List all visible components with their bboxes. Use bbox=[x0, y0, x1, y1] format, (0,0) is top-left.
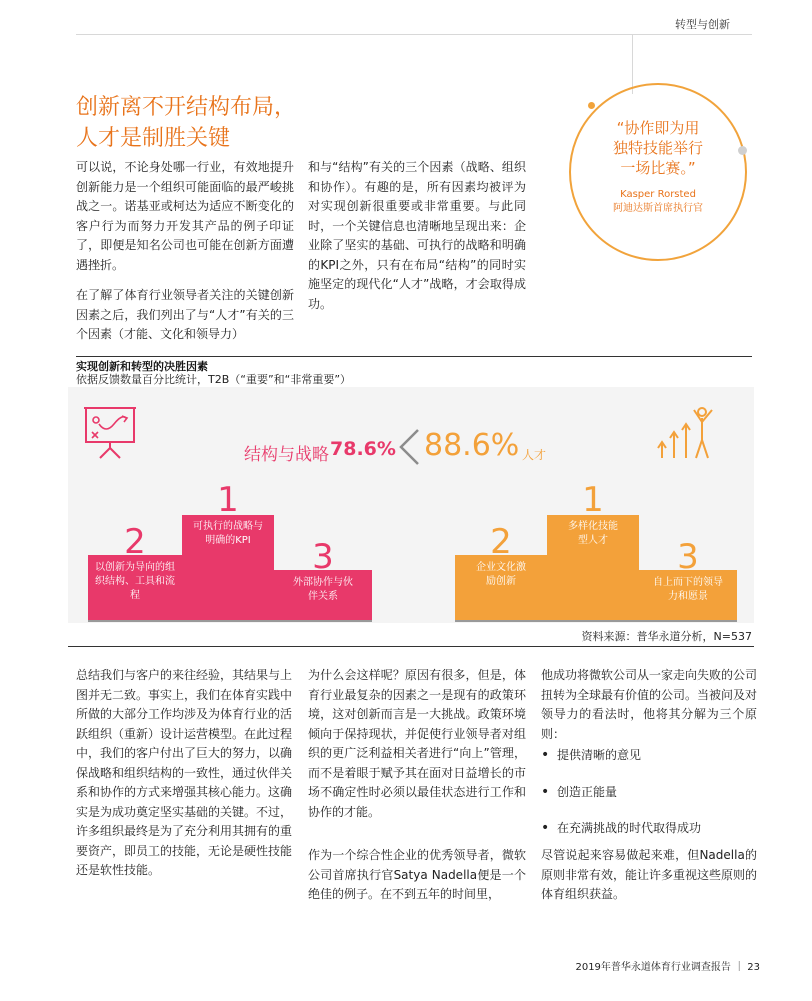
headline-line-2: 人才是制胜关键 bbox=[76, 126, 231, 151]
bar-structure-rank-3 bbox=[274, 537, 372, 621]
bar-label: 多样化技能型人才 bbox=[568, 521, 618, 546]
bar-label: 以创新为导向的组织结构、工具和流程 bbox=[95, 562, 175, 601]
list-item: • 提供清晰的意见 bbox=[541, 746, 757, 766]
bar-label: 企业文化激励创新 bbox=[476, 562, 526, 587]
bar-structure-rank-1 bbox=[182, 480, 274, 621]
bar-rank-label: 1 bbox=[217, 480, 239, 520]
bar-label: 可执行的战略与明确的KPI bbox=[193, 521, 263, 546]
page-footer: 2019年普华永道体育行业调查报告 ｜ 23 bbox=[575, 962, 760, 973]
quote-author-title: 阿迪达斯首席执行官 bbox=[613, 203, 703, 214]
bar-rank-label: 1 bbox=[582, 480, 604, 520]
quote-dot-accent bbox=[588, 102, 595, 109]
quote-author: Kasper Rorsted bbox=[620, 189, 696, 200]
group-value-structure: 78.6% bbox=[330, 438, 396, 460]
chart-top-rule bbox=[76, 356, 752, 357]
header-divider bbox=[632, 34, 633, 94]
quote-line-2: 独特技能举行 bbox=[612, 139, 703, 157]
list-item: • 在充满挑战的时代取得成功 bbox=[541, 819, 757, 839]
section-label: 转型与创新 bbox=[675, 18, 730, 31]
bar-talent-rank-3 bbox=[639, 537, 737, 621]
intro-paragraph-2: 在了解了体育行业领导者关注的关键创新因素之后，我们列出了与“人才”有关的三个因素（才能、文化和领导力） bbox=[76, 288, 294, 341]
quote-dot-grey bbox=[738, 146, 747, 155]
list-item: • 创造正能量 bbox=[541, 783, 757, 803]
pull-quote bbox=[584, 118, 732, 178]
group-label-talent: 人才 bbox=[522, 448, 547, 462]
quote-attribution bbox=[584, 188, 732, 216]
strategy-board-icon bbox=[82, 404, 138, 460]
bar-rank-label: 2 bbox=[124, 522, 146, 562]
chart-source: 资料来源：普华永道分析，N=537 bbox=[581, 630, 752, 643]
header-rule bbox=[76, 34, 752, 35]
body-paragraph-1: 总结我们与客户的来往经验，其结果与上图并无二致。事实上，我们在体育实践中所做的大部分工作均涉及为体育行业的活跃组织（重新）设计运营模型。在此过程中，我们的客户付出了巨大的努力，以确保战略和组织结构的一致性，通过伙伴关系和协作的方式来增强其核心能力。这确实是为成功奠定坚实基础的关键。不过，许多组织最终是为了充分利用其拥有的重要资产，即员工的技能，无论是硬性技能还是软性技能。 bbox=[76, 668, 293, 877]
chart-title: 实现创新和转型的决胜因素 bbox=[76, 360, 208, 373]
body-paragraph-3: 作为一个综合性企业的优秀领导者，微软公司首席执行官Satya Nadella便是一个绝佳的例子。在不到五年的时间里， bbox=[308, 848, 526, 901]
bar-talent-rank-1 bbox=[547, 480, 639, 621]
quote-line-1: “协作即为用 bbox=[616, 119, 700, 137]
quote-line-3: 一场比赛。” bbox=[620, 159, 696, 177]
bar-rank-label: 3 bbox=[677, 537, 699, 577]
body-paragraph-2: 为什么会这样呢？原因有很多，但是，体育行业最复杂的因素之一是现有的政策环境，这对创新而言是一大挑战。政策环境倾向于保持现状，并促使行业领导者对组织的更广泛利益相关者进行“向上”管理，而不是着眼于赋予其在面对日益增长的市场不确定性时必须以最佳状态进行工作和协作的才能。 bbox=[308, 668, 526, 819]
bar-label: 自上而下的领导力和愿景 bbox=[653, 577, 723, 602]
bar-rank-label: 2 bbox=[490, 522, 512, 562]
intro-paragraph-3: 和与“结构”有关的三个因素（战略、组织和协作）。有趣的是，所有因素均被评为对实现创新很重要或非常重要。与此同时，一个关键信息也清晰地呈现出来：企业除了坚实的基础、可执行的战略和明确的KPI之外，只有在布局“结构”的同时实施坚定的现代化“人才”战略，才会取得成功。 bbox=[308, 160, 526, 311]
body-paragraph-5: 尽管说起来容易做起来难，但Nadella的原则非常有效，能让许多重视这些原则的体育组织获益。 bbox=[541, 848, 758, 901]
structure-baseline bbox=[88, 620, 372, 622]
bar-structure-rank-2 bbox=[88, 522, 182, 621]
talent-baseline bbox=[455, 620, 737, 622]
chart-subtitle: 依据反馈数量百分比统计，T2B（“重要”和“非常重要”） bbox=[76, 373, 352, 386]
headline-line-1: 创新离不开结构布局， bbox=[76, 95, 297, 120]
bar-talent-rank-2 bbox=[455, 522, 547, 621]
growth-people-icon bbox=[656, 404, 716, 462]
page-headline bbox=[76, 92, 296, 154]
chart-bottom-rule bbox=[68, 646, 754, 647]
comparison-chevron-icon bbox=[398, 428, 420, 466]
intro-paragraph-1: 可以说，不论身处哪一行业，有效地提升创新能力是一个组织可能面临的最严峻挑战之一。诺基亚或柯达为适应不断变化的客户行为而努力开发其产品的例子印证了，即便是知名公司也可能在创新方面遭遇挫折。 bbox=[76, 160, 294, 272]
group-value-talent: 88.6% bbox=[424, 428, 520, 463]
body-paragraph-4: 他成功将微软公司从一家走向失败的公司扭转为全球最有价值的公司。当被问及对领导力的看法时，他将其分解为三个原则： bbox=[541, 668, 758, 741]
principles-list bbox=[541, 746, 757, 856]
bar-label: 外部协作与伙伴关系 bbox=[293, 577, 353, 602]
bar-rank-label: 3 bbox=[312, 537, 334, 577]
group-label-structure: 结构与战略 bbox=[244, 445, 329, 465]
